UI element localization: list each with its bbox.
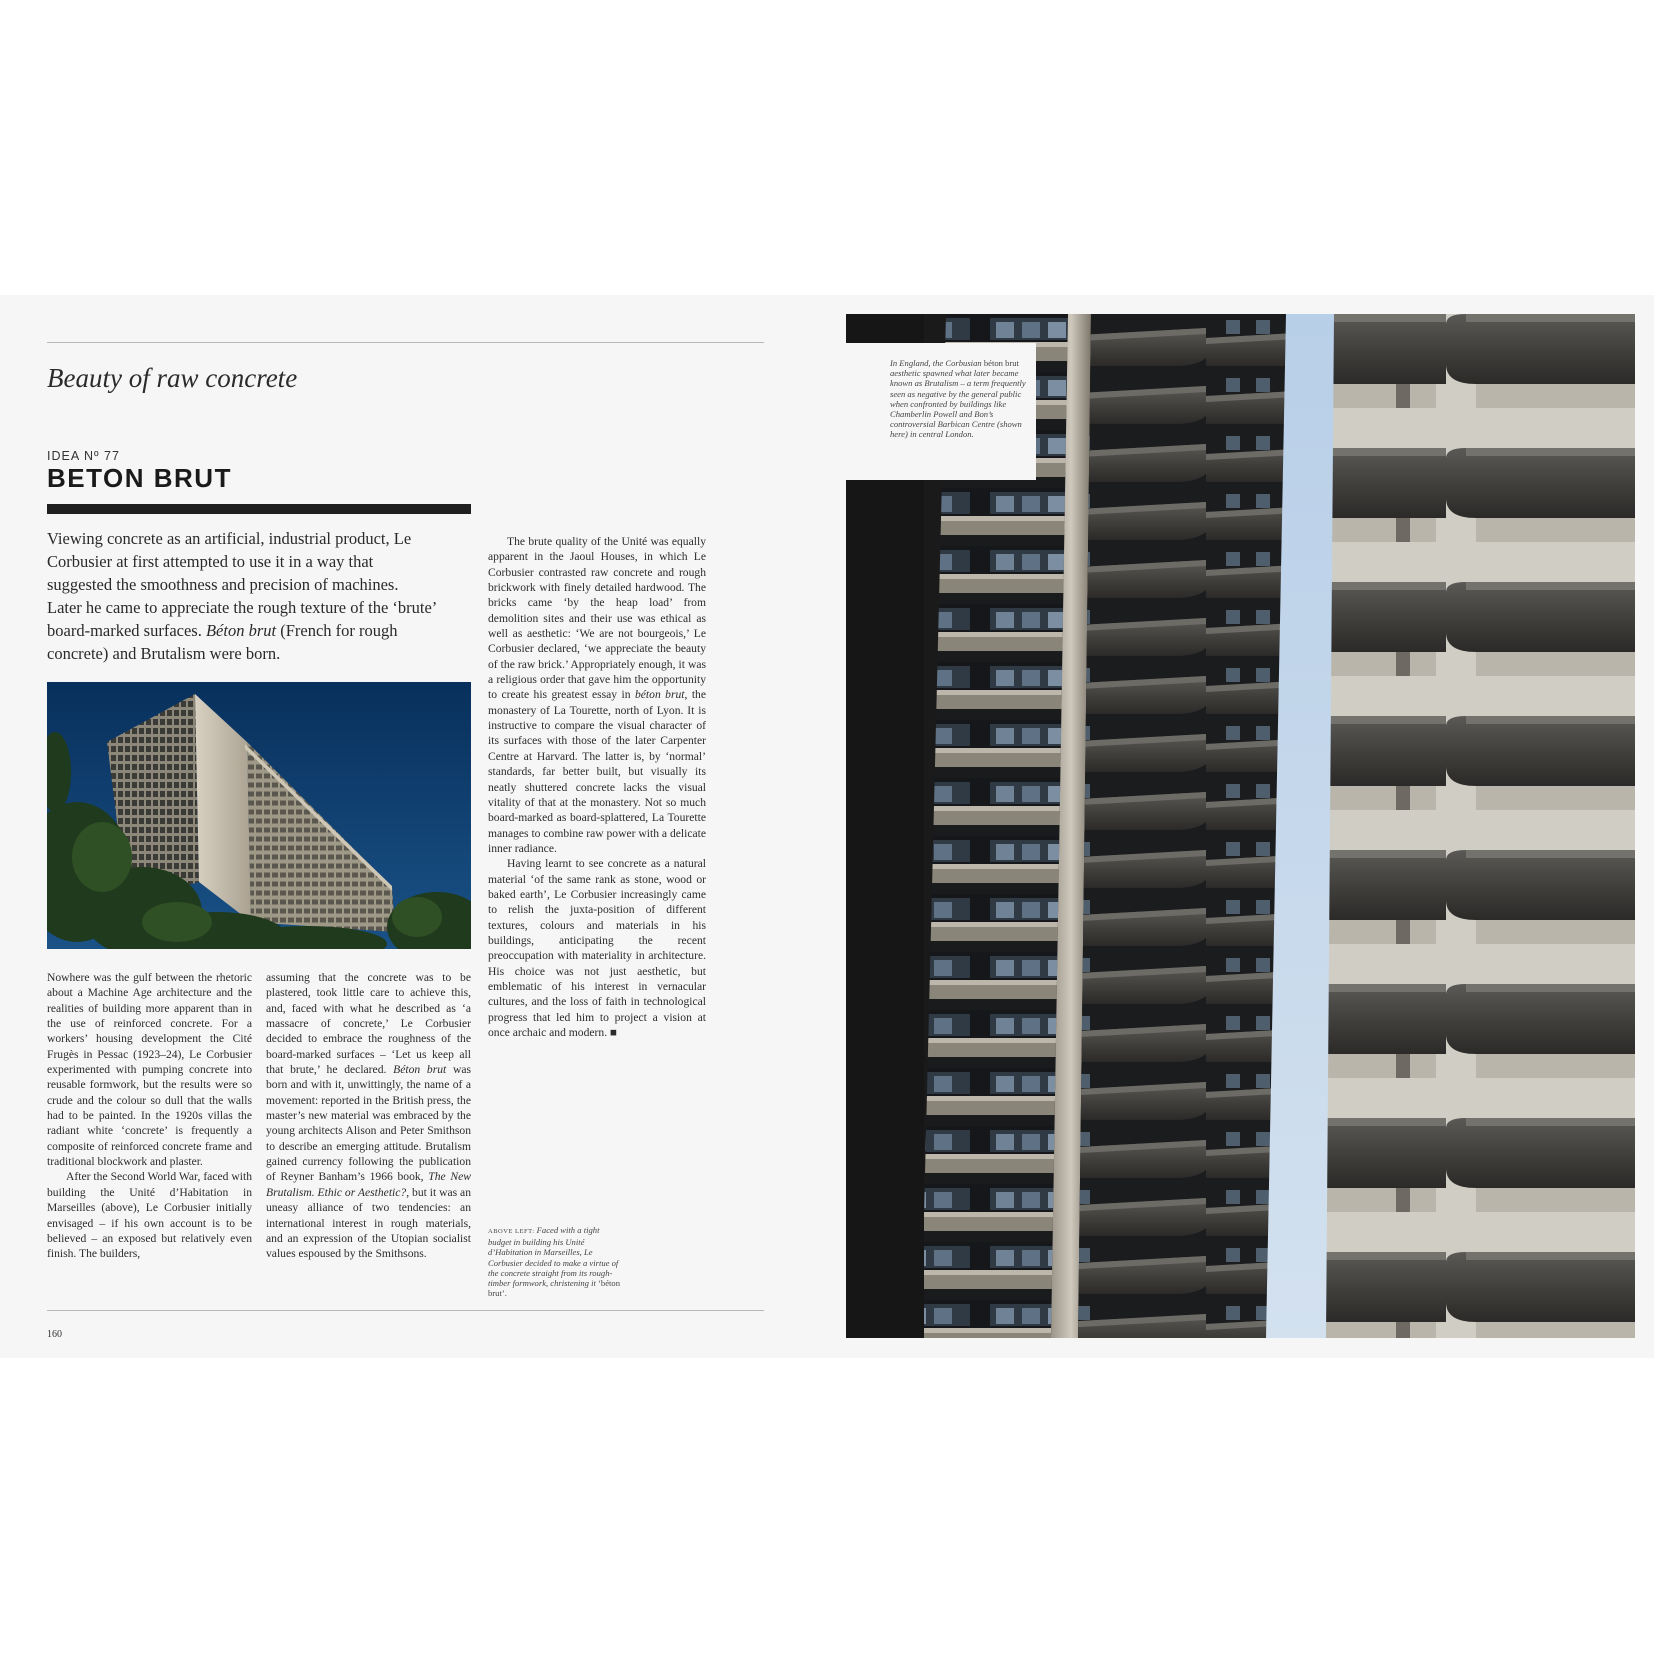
col2-text-b: was born and with it, unwittingly, the name of a movement: reported in the British press, the master’s new material was embraced by the young architects Alison and Peter Smithson to describe an emerging attitude. Brutalism gained currency following the publication of Reyner Banham’s 1966 book, bbox=[266, 1063, 471, 1184]
col2-text-a: assuming that the concrete was to be plastered, took little care to achieve this, and, faced with what he described as ‘a massacre of concrete,’ Le Corbusier decided to embrace the roughness of the board-marked surfaces – ‘Let us keep all that brute,’ he declared. bbox=[266, 971, 471, 1077]
col1-paragraph-1: Nowhere was the gulf between the rhetoric about a Machine Age architecture and the realities of building more apparent than in the use of reinforced concrete. For a workers’ housing development the Cité Frugès in Pessac (1923–24), Le Corbusier experimented with pumping concrete into reusable formwork, but the results were so crude and the colour so dull that the walls had to be painted. In the 1920s villas the radiant white ‘concrete’ is frequently a composite of reinforced concrete frame and traditional blockwork and plaster. bbox=[47, 971, 252, 1169]
book-spread bbox=[0, 295, 1654, 1358]
caption-left-text: Faced with a tight budget in building his Unité d’Habitation in Marseilles, Le Corbusier decided to make a virtue of the concrete straight from its rough-timber formwork, christening it bbox=[488, 1225, 619, 1289]
section-title: Beauty of raw concrete bbox=[47, 363, 298, 393]
col2-italic-a: Béton brut bbox=[393, 1063, 447, 1077]
lead-paragraph bbox=[47, 527, 437, 665]
lead-italic: Béton brut bbox=[205, 621, 277, 640]
caption-left-term: ‘béton brut’. bbox=[488, 1278, 621, 1299]
col2-italic-b: The New Brutalism. Ethic or Aesthetic? bbox=[266, 1170, 471, 1199]
col3-text-b: , the monastery of La Tourette, north of Lyon. It is instructive to compare the visual character of its surfaces with those of the later Carpenter Centre at Harvard. The latter is, by ‘normal’ standards, far better built, but visually its neatly shuttered concrete lacks the visual vitality of that at the monastery. Not so much board-marked as board-splattered, La Tourette manages to combine raw power with a delicate inner radiance. bbox=[488, 688, 706, 855]
idea-title: BETON BRUT bbox=[47, 463, 232, 493]
lead-text-end: (French for rough concrete) and Brutalism were born. bbox=[47, 621, 398, 663]
idea-number: IDEA Nº 77 bbox=[47, 449, 120, 463]
bottom-rule bbox=[47, 1310, 764, 1311]
page-number: 160 bbox=[47, 1329, 62, 1340]
col3-italic: béton brut bbox=[634, 688, 685, 702]
caption-right-term: béton brut bbox=[983, 358, 1019, 368]
caption-label: ABOVE LEFT: bbox=[488, 1228, 535, 1235]
unite-habitation-photo bbox=[47, 682, 471, 949]
body-column-1 bbox=[47, 970, 252, 1262]
caption-right-text-b: aesthetic spawned what later became known as Brutalism – a term frequently seen as negative by the general public when confronted by buildings like Chamberlin Powell and Bon’s controversial Barbican Centre (shown here) in central London. bbox=[890, 368, 1026, 440]
body-column-2 bbox=[266, 970, 471, 1262]
title-bar bbox=[47, 504, 471, 514]
top-rule bbox=[47, 342, 764, 343]
col1-paragraph-2: After the Second World War, faced with building the Unité d’Habitation in Marseilles (above), Le Corbusier initially envisaged – if his own account is to be believed – an exposed but relatively even finish. The builders, bbox=[47, 1170, 252, 1261]
col3-paragraph-2 bbox=[488, 856, 706, 1040]
body-column-3 bbox=[488, 534, 706, 1040]
caption-right-text-a: In England, the Corbusian bbox=[890, 358, 984, 368]
col2-paragraph bbox=[266, 970, 471, 1262]
lead-text: Viewing concrete as an artificial, industrial product, Le Corbusier at first attempted to use it in a way that suggested the smoothness and precision of machines. Later he came to appreciate the rough texture of the ‘brute’ board-marked surfaces. bbox=[47, 529, 437, 640]
caption-above-left bbox=[488, 1225, 623, 1298]
caption-right bbox=[890, 358, 1026, 440]
col2-text-c: , but it was an uneasy alliance of two tendencies: an international interest in rough materials, and an expression of the Utopian socialist values espoused by the Smithsons. bbox=[266, 1185, 471, 1261]
end-mark: ■ bbox=[610, 1026, 618, 1039]
col3-paragraph-1 bbox=[488, 534, 706, 856]
col3-text-a: The brute quality of the Unité was equally apparent in the Jaoul Houses, in which Le Corbusier contrasted raw concrete and rough brickwork with finely detailed hardwood. The bricks came ‘by the heap load’ from demolition sites and their use was ethical as well as aesthetic: ‘We are not bourgeois,’ Le Corbusier declared, ‘we appreciate the beauty of the raw brick.’ Appropriately enough, it was a religious order that gave him the opportunity to create his greatest essay in bbox=[488, 535, 706, 702]
col3-text-c: Having learnt to see concrete as a natural material ‘of the same rank as stone, wood or baked earth’, Le Corbusier increasingly came to relish the juxta-position of different textures, colours and materials in his buildings, anticipating the recent preoccupation with materiality in architecture. His choice was not just aesthetic, but emblematic of his interest in vernacular cultures, and the loss of faith in technological progress that led him to project a vision at once archaic and modern. bbox=[488, 857, 706, 1039]
